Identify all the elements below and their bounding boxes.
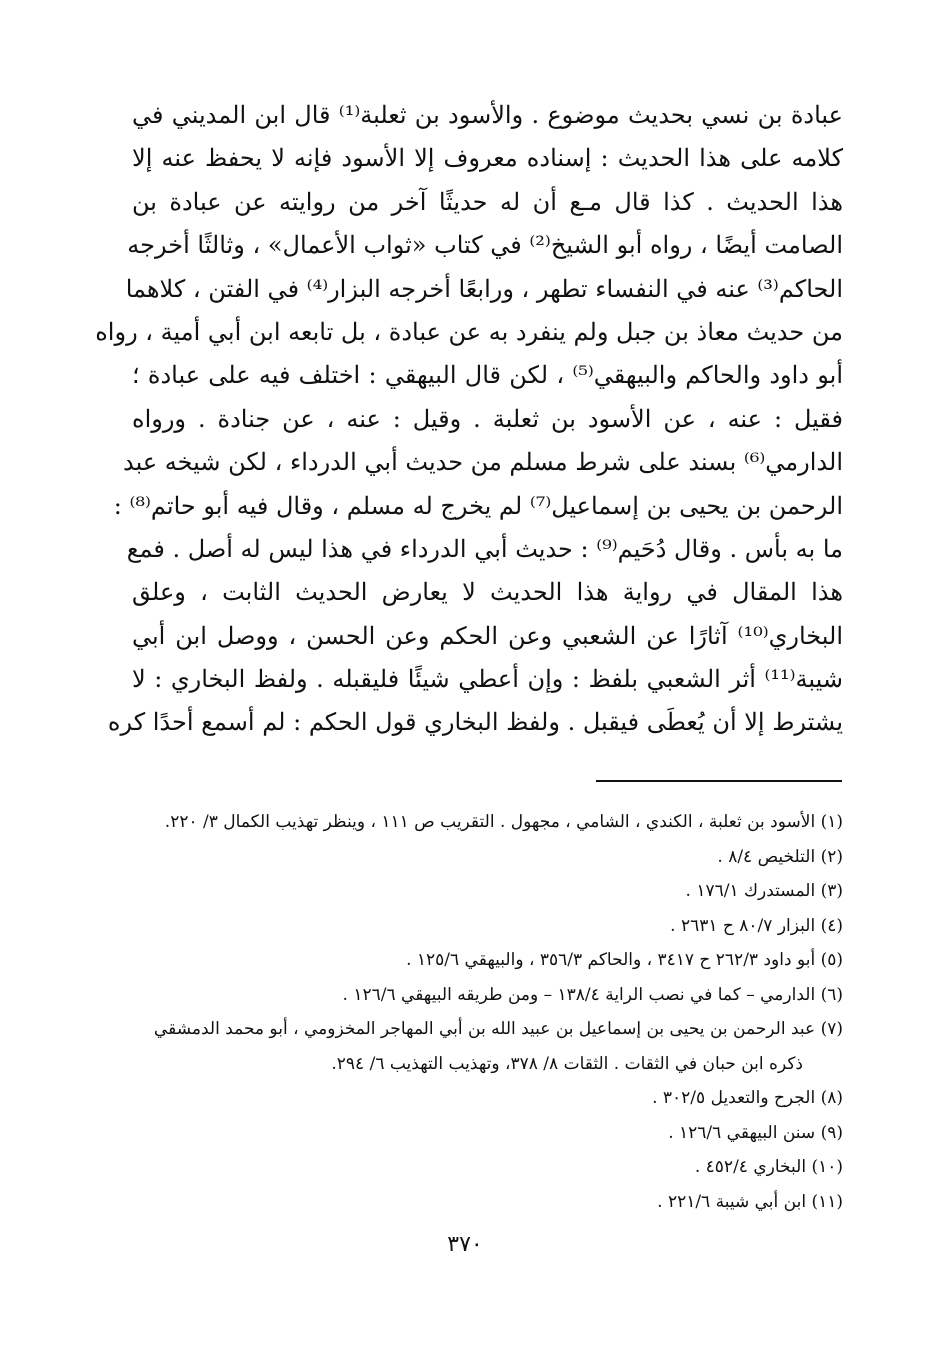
text-line: البخاري⁽¹⁰⁾ آثارًا عن الشعبي وعن الحكم وعن الحسن ، ووصل ابن أبي xyxy=(132,621,843,650)
footnote: (٤) البزار ٨٠/٧ ح ٢٦٣١ . xyxy=(670,915,843,936)
footnote: (٧) عبد الرحمن بن يحيى بن إسماعيل بن عبيد الله بن أبي المهاجر المخزومي ، أبو محمد الدمشقي xyxy=(153,1019,843,1039)
text-line: الصامت أيضًا ، رواه أبو الشيخ⁽²⁾ في كتاب «ثواب الأعمال» ، وثالثًا أخرجه xyxy=(127,231,843,260)
text-line: عبادة بن نسي بحديث موضوع . والأسود بن ثعلبة⁽¹⁾ قال ابن المديني في xyxy=(132,101,843,129)
text-line: كلامه على هذا الحديث : إسناده معروف إلا الأسود فإنه لا يحفظ عنه إلا xyxy=(132,144,843,173)
footnote: (١٠) البخاري ٤٥٢/٤ . xyxy=(694,1157,843,1177)
footnote: (٩) سنن البيهقي ١٢٦/٦ . xyxy=(668,1122,843,1143)
footnote: (٨) الجرح والتعديل ٣٠٢/٥ . xyxy=(652,1088,843,1108)
text-line: الحاكم⁽³⁾ عنه في النفساء تطهر ، ورابعًا أخرجه البزار⁽⁴⁾ في الفتن ، كلاهما xyxy=(125,274,843,303)
text-line: شيبة⁽¹¹⁾ أثر الشعبي بلفظ : وإن أعطي شيئًا فليقبله . ولفظ البخاري : لا xyxy=(132,665,843,694)
page-number: ٣٧٠ xyxy=(447,1232,483,1257)
text-line: يشترط إلا أن يُعطَى فيقبل . ولفظ البخاري قول الحكم : لم أسمع أحدًا كره xyxy=(107,708,843,737)
footnote-continuation: ذكره ابن حبان في الثقات . الثقات ٨/ ٣٧٨، وتهذيب التهذيب ٦/ ٢٩٤. xyxy=(331,1053,803,1074)
footnotes-block xyxy=(132,805,843,1219)
text-line: الرحمن بن يحيى بن إسماعيل⁽⁷⁾ لم يخرج له مسلم ، وقال فيه أبو حاتم⁽⁸⁾ : xyxy=(113,491,843,520)
footnote: (٦) الدارمي – كما في نصب الراية ١٣٨/٤ – ومن طريقه البيهقي ١٢٦/٦ . xyxy=(342,984,843,1005)
footnote: (٥) أبو داود ٢٦٢/٣ ح ٣٤١٧ ، والحاكم ٣٥٦/٣ ، والبيهقي ١٢٥/٦ . xyxy=(406,950,843,970)
footnote-separator xyxy=(596,780,842,782)
text-line: هذا الحديث . كذا قال مـع أن له حديثًا آخر من روايته عن عبادة بن xyxy=(132,187,843,216)
text-line: أبو داود والحاكم والبيهقي⁽⁵⁾ ، لكن قال البيهقي : اختلف فيه على عبادة ؛ xyxy=(132,361,843,390)
text-line: ما به بأس . وقال دُحَيم⁽⁹⁾ : حديث أبي الدرداء في هذا ليس له أصل . فمع xyxy=(126,534,843,563)
footnote: (١١) ابن أبي شيبة ٢٢١/٦ . xyxy=(657,1191,843,1212)
text-line: من حديث معاذ بن جبل ولم ينفرد به عن عبادة ، بل تابعه ابن أبي أمية ، رواه xyxy=(95,317,843,346)
footnote: (٢) التلخيص ٨/٤ . xyxy=(717,846,843,867)
text-line: هذا المقال في رواية هذا الحديث لا يعارض الحديث الثابت ، وعلق xyxy=(132,578,843,607)
text-line: فقيل : عنه ، عن الأسود بن ثعلبة . وقيل : عنه ، عن جنادة . ورواه xyxy=(132,404,843,433)
footnote: (٣) المستدرك ١٧٦/١ . xyxy=(685,881,843,901)
footnote: (١) الأسود بن ثعلبة ، الكندي ، الشامي ، مجهول . التقريب ص ١١١ ، وينظر تهذيب الكمال ٣/ ٢٢٠. xyxy=(164,812,843,832)
text-line: الدارمي⁽⁶⁾ بسند على شرط مسلم من حديث أبي الدرداء ، لكن شيخه عبد xyxy=(122,448,843,477)
main-text-block xyxy=(95,94,843,745)
